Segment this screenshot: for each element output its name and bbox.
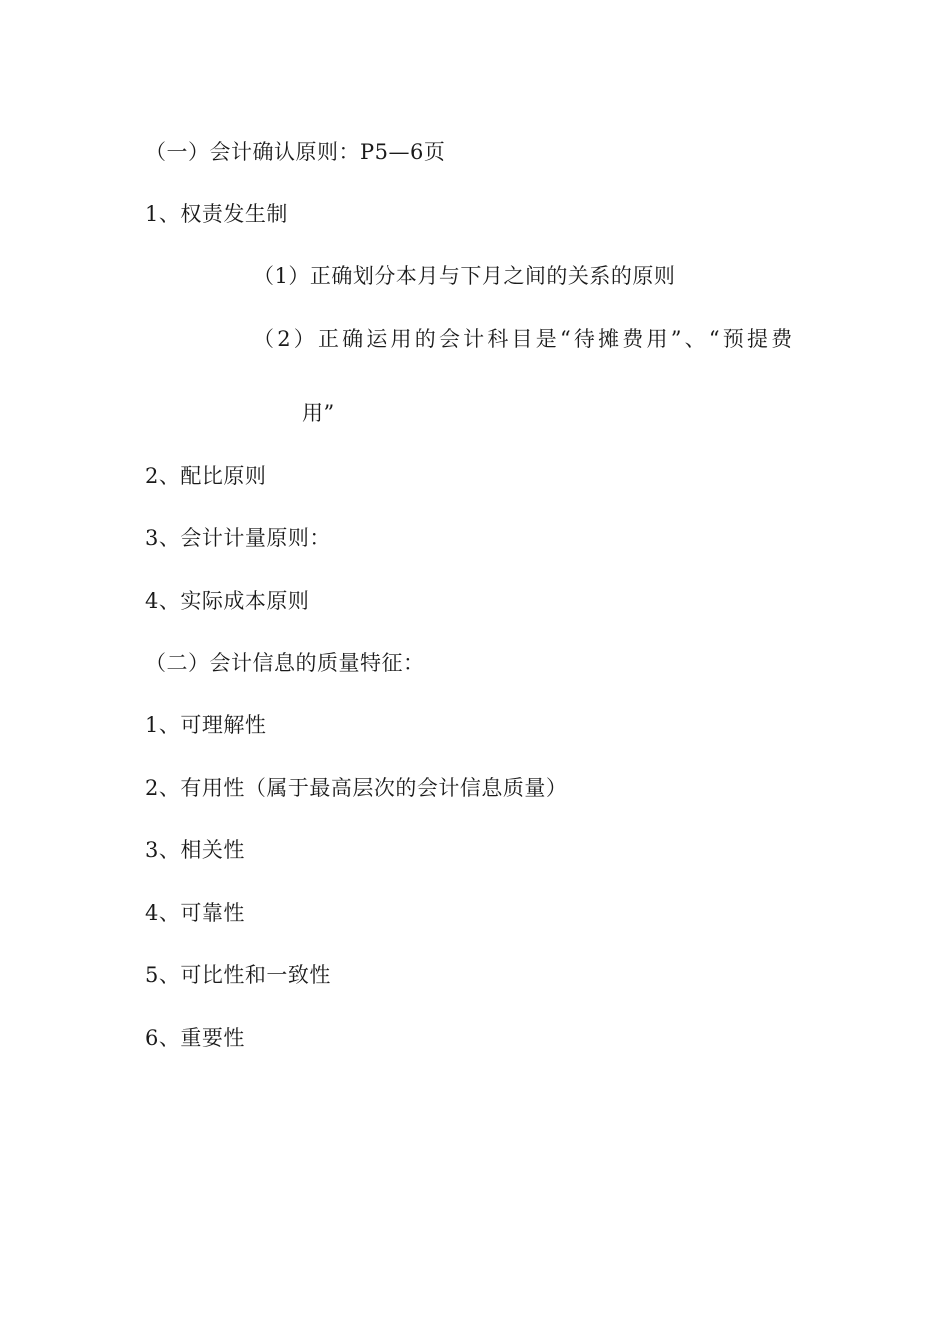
list-item-comparability: 5、可比性和一致性 [145, 963, 331, 987]
list-item-matching-principle: 2、配比原则 [145, 464, 267, 488]
list-item-usefulness: 2、有用性（属于最高层次的会计信息质量） [145, 776, 568, 800]
section-heading-quality-characteristics: （二）会计信息的质量特征： [145, 651, 425, 675]
list-item-reliability: 4、可靠性 [145, 901, 245, 925]
list-item-historical-cost: 4、实际成本原则 [145, 589, 310, 613]
list-item-relevance: 3、相关性 [145, 838, 245, 862]
sub-item-accounts-used-continuation: 用” [302, 401, 335, 425]
sub-item-period-division: （1）正确划分本月与下月之间的关系的原则 [253, 264, 676, 288]
section-heading-recognition-principles: （一）会计确认原则：P5—6页 [145, 140, 446, 164]
list-item-materiality: 6、重要性 [145, 1026, 245, 1050]
sub-item-accounts-used: （2）正确运用的会计科目是“待摊费用”、“预提费 [253, 327, 796, 351]
list-item-measurement-principle: 3、会计计量原则： [145, 526, 331, 550]
list-item-understandability: 1、可理解性 [145, 713, 267, 737]
list-item-accrual-basis: 1、权责发生制 [145, 202, 288, 226]
